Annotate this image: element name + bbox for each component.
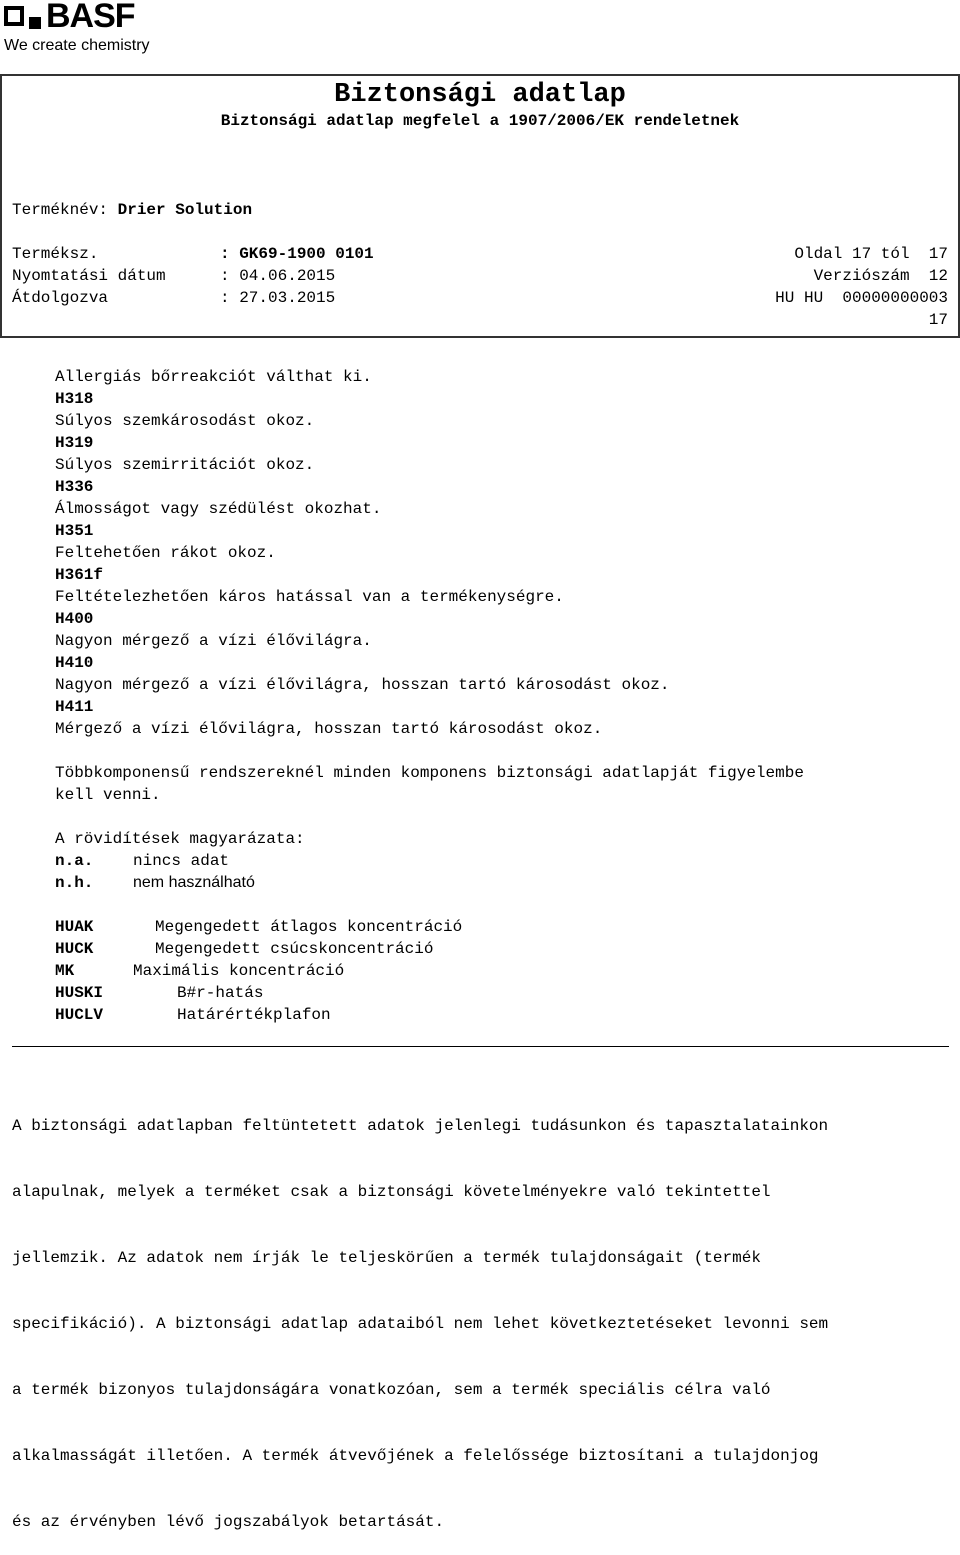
- limit-value: B#r-hatás: [177, 984, 264, 1002]
- statement-code: H411: [55, 698, 94, 716]
- logo-tagline: We create chemistry: [4, 37, 150, 54]
- statement-text: Álmosságot vagy szédülést okozhat.: [55, 500, 382, 518]
- disclaimer-line: jellemzik. Az adatok nem írják le teljeskörűen a termék tulajdonságait (termék: [12, 1249, 761, 1267]
- product-name-row: [12, 199, 252, 221]
- statement-text: Feltételezhetően káros hatással van a termékenységre.: [55, 588, 564, 606]
- multicomponent-note-line: kell venni.: [55, 786, 161, 804]
- abbreviation-value: nem használható: [133, 874, 255, 891]
- product-name-label: Terméknév:: [12, 201, 118, 219]
- print-date-label: Nyomtatási dátum: [12, 267, 166, 285]
- document-code-suffix: 17: [928, 311, 948, 329]
- statement-text: Súlyos szemirritációt okoz.: [55, 456, 315, 474]
- statement-code: H361f: [55, 566, 104, 584]
- multicomponent-note-line: Többkomponensű rendszereknél minden komponens biztonsági adatlapját figyelembe: [55, 764, 804, 782]
- limit-value: Határértékplafon: [177, 1006, 331, 1024]
- document-code: HU HU 00000000003: [775, 289, 948, 307]
- statement-text: Allergiás bőrreakciót válthat ki.: [55, 368, 372, 386]
- limit-key: HUAK: [55, 918, 94, 936]
- product-name-value: Drier Solution: [117, 201, 253, 219]
- limit-value: Megengedett átlagos koncentráció: [155, 918, 463, 936]
- abbreviation-key: n.h.: [55, 874, 94, 892]
- statement-code: H336: [55, 478, 94, 496]
- statement-code: H319: [55, 434, 94, 452]
- product-number-label: Terméksz.: [12, 245, 99, 263]
- logo-square-solid-icon: [29, 17, 41, 29]
- document-title: Biztonsági adatlap: [334, 80, 626, 110]
- limit-key: MK: [55, 962, 75, 980]
- limit-key: HUCLV: [55, 1006, 104, 1024]
- statement-text: Mérgező a vízi élővilágra, hosszan tartó károsodást okoz.: [55, 720, 603, 738]
- page-number: Oldal 17 tól 17: [794, 245, 948, 263]
- limit-value: Megengedett csúcskoncentráció: [155, 940, 434, 958]
- revised-value: : 27.03.2015: [220, 289, 336, 307]
- disclaimer-line: specifikáció). A biztonsági adatlap adataiból nem lehet következtetéseket levonni sem: [12, 1315, 829, 1333]
- statement-code: H318: [55, 390, 94, 408]
- statement-text: Nagyon mérgező a vízi élővilágra.: [55, 632, 372, 650]
- basf-logo: [4, 0, 164, 60]
- limit-key: HUCK: [55, 940, 94, 958]
- statement-text: Feltehetően rákot okoz.: [55, 544, 276, 562]
- statement-text: Súlyos szemkárosodást okoz.: [55, 412, 315, 430]
- disclaimer-line: a termék bizonyos tulajdonságára vonatkozóan, sem a termék speciális célra való: [12, 1381, 771, 1399]
- logo-brand: BASF: [46, 0, 135, 35]
- disclaimer-line: és az érvényben lévő jogszabályok betartását.: [12, 1513, 445, 1531]
- limit-value: Maximális koncentráció: [133, 962, 345, 980]
- abbreviations-heading: A rövidítések magyarázata:: [55, 830, 305, 848]
- logo-square-outline-icon: [4, 6, 24, 26]
- statement-code: H351: [55, 522, 94, 540]
- disclaimer-line: A biztonsági adatlapban feltüntetett adatok jelenlegi tudásunkon és tapasztalatainkon: [12, 1117, 829, 1135]
- disclaimer-line: alapulnak, melyek a terméket csak a biztonsági követelményekre való tekintettel: [12, 1183, 771, 1201]
- statement-code: H410: [55, 654, 94, 672]
- disclaimer-line: alkalmasságát illetően. A termék átvevőjének a felelőssége biztosítani a tulajdonjog: [12, 1447, 819, 1465]
- section-divider: [12, 1046, 949, 1047]
- disclaimer: [12, 1071, 952, 1555]
- limit-key: HUSKI: [55, 984, 104, 1002]
- print-date-value: : 04.06.2015: [220, 267, 336, 285]
- document-subtitle: Biztonsági adatlap megfelel a 1907/2006/EK rendeletnek: [220, 112, 740, 130]
- statement-text: Nagyon mérgező a vízi élővilágra, hosszan tartó károsodást okoz.: [55, 676, 670, 694]
- product-number-value: : GK69-1900 0101: [220, 245, 374, 263]
- abbreviation-key: n.a.: [55, 852, 94, 870]
- statement-code: H400: [55, 610, 94, 628]
- version-number: Verziószám 12: [813, 267, 948, 285]
- abbreviation-value: nincs adat: [133, 852, 230, 870]
- revised-label: Átdolgozva: [12, 289, 109, 307]
